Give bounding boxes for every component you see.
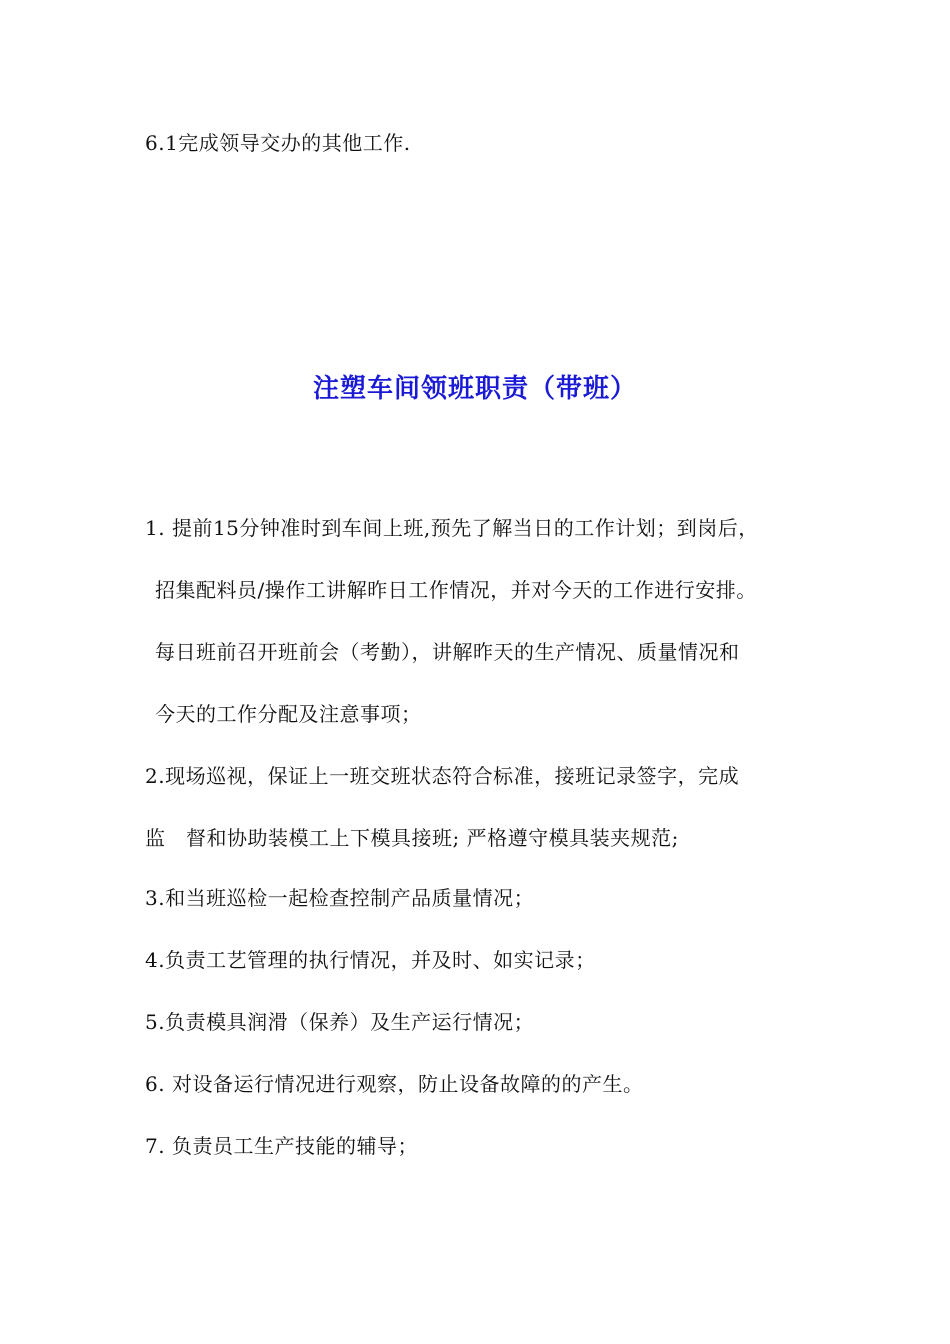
- document-title: 注塑车间领班职责（带班）: [312, 374, 637, 404]
- list-item-1-line-2: 招集配料员/操作工讲解昨日工作情况，并对今天的工作进行安排。: [155, 578, 757, 602]
- list-item-4: 4.负责工艺管理的执行情况，并及时、如实记录；: [145, 948, 596, 972]
- list-item-7: 7. 负责员工生产技能的辅导；: [145, 1134, 418, 1158]
- list-item-2-line-1: 2.现场巡视，保证上一班交班状态符合标准，接班记录签字，完成: [145, 764, 740, 788]
- list-item-6: 6. 对设备运行情况进行观察，防止设备故障的的产生。: [145, 1072, 644, 1096]
- list-item-1-line-4: 今天的工作分配及注意事项；: [155, 702, 422, 726]
- preceding-line: 6.1完成领导交办的其他工作.: [145, 131, 411, 155]
- list-item-5: 5.负责模具润滑（保养）及生产运行情况；: [145, 1010, 535, 1034]
- list-item-1-line-3: 每日班前召开班前会（考勤），讲解昨天的生产情况、质量情况和: [155, 640, 740, 664]
- list-item-2-line-2: 监 督和协助装模工上下模具接班; 严格遵守模具装夹规范;: [145, 826, 679, 850]
- list-item-3: 3.和当班巡检一起检查控制产品质量情况；: [145, 886, 535, 910]
- list-item-1-line-1: 1. 提前15分钟准时到车间上班,预先了解当日的工作计划；到岗后，: [145, 516, 759, 540]
